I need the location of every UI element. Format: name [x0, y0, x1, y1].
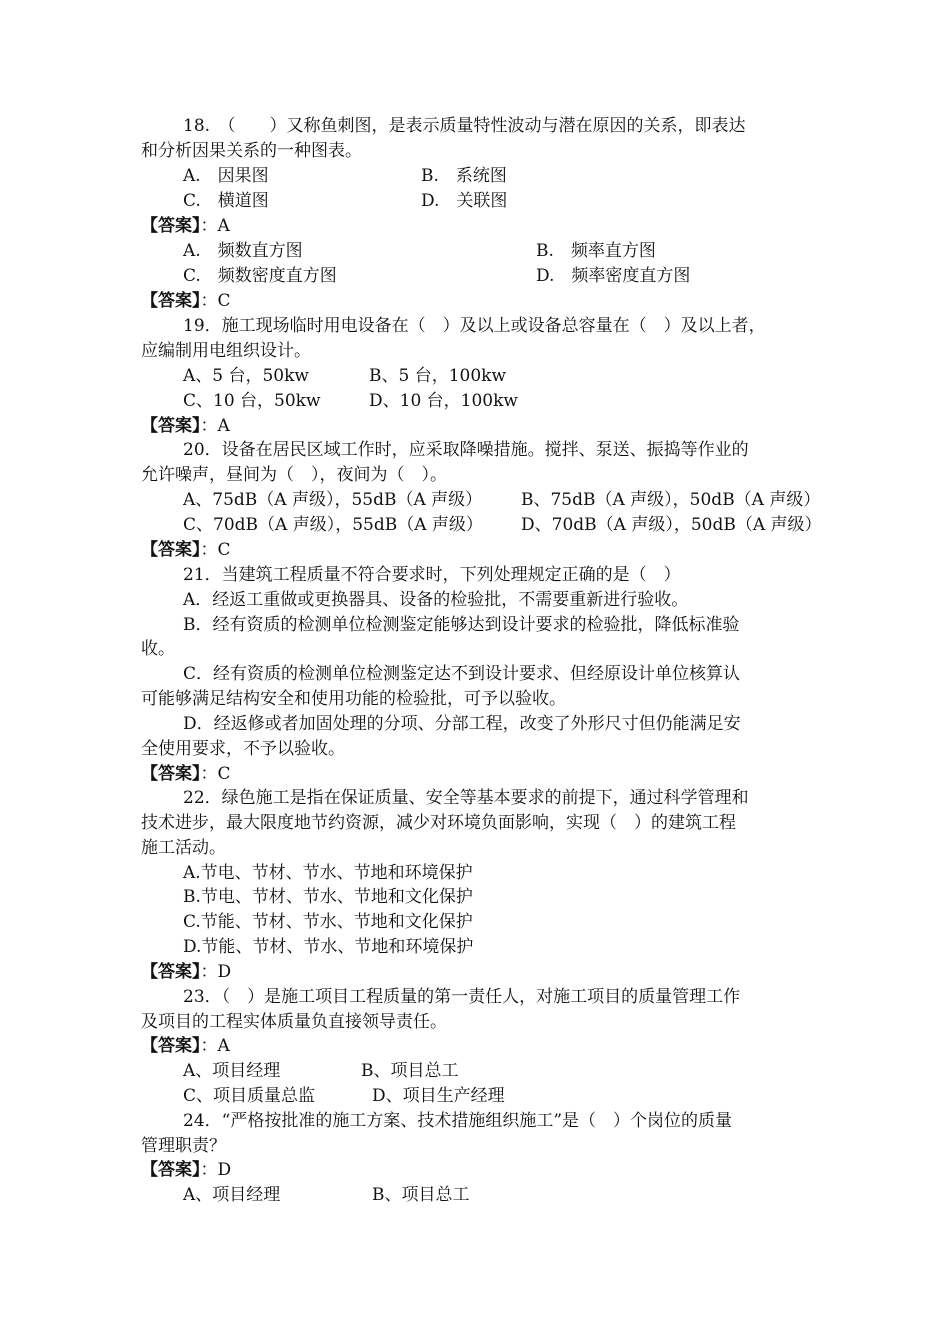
- question-24-option-b: B、项目总工: [372, 1185, 470, 1205]
- question-20-answer: [141, 538, 231, 562]
- question-21-option-a: A．经返工重做或更换器具、设备的检验批，不需要重新进行验收。: [183, 590, 689, 610]
- question-21-option-c-cont: 可能够满足结构安全和使用功能的检验批，可予以验收。: [141, 689, 566, 709]
- question-21-option-d: D．经返修或者加固处理的分项、分部工程，改变了外形尺寸但仍能满足安: [183, 714, 741, 734]
- question-21-option-c: C．经有资质的检测单位检测鉴定达不到设计要求、但经原设计单位核算认: [183, 664, 741, 684]
- answer-label: 【答案】: [141, 291, 201, 311]
- answer-label: 【答案】: [141, 416, 201, 436]
- question-19-stem: 19．施工现场临时用电设备在（ ）及以上或设备总容量在（ ）及以上者，: [183, 316, 766, 336]
- question-20-option-d: D、70dB（A 声级），50dB（A 声级）: [521, 515, 822, 535]
- question-24-option-a: A、项目经理: [183, 1185, 281, 1205]
- question-19-stem-cont: 应编制用电组织设计。: [141, 341, 311, 361]
- histogram-option-c: C. 频数密度直方图: [183, 266, 337, 286]
- answer-label: 【答案】: [141, 216, 201, 236]
- question-18-option-c: C. 横道图: [183, 191, 269, 211]
- question-23-option-a: A、项目经理: [183, 1061, 281, 1081]
- answer-label: 【答案】: [141, 764, 201, 784]
- answer-value: ：C: [200, 764, 231, 784]
- question-21-option-d-cont: 全使用要求，不予以验收。: [141, 739, 345, 759]
- question-21-stem: 21．当建筑工程质量不符合要求时，下列处理规定正确的是（ ）: [183, 565, 681, 585]
- question-19-option-a: A、5 台，50kw: [183, 366, 309, 386]
- question-18-stem-cont: 和分析因果关系的一种图表。: [141, 141, 362, 161]
- question-19-answer: [141, 414, 230, 438]
- answer-label: 【答案】: [141, 962, 201, 982]
- question-22-stem-cont-2: 施工活动。: [141, 838, 226, 858]
- question-20-stem: 20．设备在居民区域工作时，应采取降噪措施。搅拌、泵送、振捣等作业的: [183, 440, 749, 460]
- question-24-answer: [141, 1158, 231, 1182]
- question-18-option-a: A. 因果图: [183, 166, 269, 186]
- question-18-option-d: D. 关联图: [421, 191, 508, 211]
- answer-value: ：C: [200, 540, 231, 560]
- histogram-option-a: A. 频数直方图: [183, 241, 303, 261]
- question-22-stem: 22．绿色施工是指在保证质量、安全等基本要求的前提下，通过科学管理和: [183, 788, 749, 808]
- answer-label: 【答案】: [141, 1160, 201, 1180]
- histogram-option-b: B. 频率直方图: [536, 241, 656, 261]
- answer-value: ：D: [200, 1160, 232, 1180]
- question-19-option-b: B、5 台，100kw: [369, 366, 507, 386]
- answer-value: ：A: [200, 416, 230, 436]
- question-18-option-b: B. 系统图: [421, 166, 507, 186]
- question-24-stem-cont: 管理职责？: [141, 1136, 226, 1156]
- question-22-option-d: D.节能、节材、节水、节地和环境保护: [183, 937, 474, 957]
- answer-value: ：D: [200, 962, 232, 982]
- question-23-option-b: B、项目总工: [361, 1061, 459, 1081]
- question-19-option-c: C、10 台，50kw: [183, 391, 321, 411]
- question-20-option-a: A、75dB（A 声级），55dB（A 声级）: [183, 490, 483, 510]
- answer-label: 【答案】: [141, 540, 201, 560]
- question-23-stem: 23．（ ）是施工项目工程质量的第一责任人，对施工项目的质量管理工作: [183, 987, 741, 1007]
- question-20-stem-cont: 允许噪声，昼间为（ ），夜间为（ ）。: [141, 465, 447, 485]
- question-23-option-d: D、项目生产经理: [372, 1086, 505, 1106]
- question-24-stem: 24．“严格按批准的施工方案、技术措施组织施工”是（ ）个岗位的质量: [183, 1111, 733, 1131]
- answer-label: 【答案】: [141, 1036, 201, 1056]
- question-23-option-c: C、项目质量总监: [183, 1086, 316, 1106]
- question-22-option-b: B.节电、节材、节水、节地和文化保护: [183, 887, 473, 907]
- question-22-option-a: A.节电、节材、节水、节地和环境保护: [183, 863, 473, 883]
- question-22-option-c: C.节能、节材、节水、节地和文化保护: [183, 912, 473, 932]
- question-18-answer: [141, 214, 230, 238]
- answer-value: ：C: [200, 291, 231, 311]
- question-18-stem: 18. （ ）又称鱼刺图，是表示质量特性波动与潜在原因的关系，即表达: [183, 116, 746, 136]
- question-23-answer: [141, 1034, 230, 1058]
- question-22-stem-cont: 技术进步，最大限度地节约资源，减少对环境负面影响，实现（ ）的建筑工程: [141, 813, 736, 833]
- question-19-option-d: D、10 台，100kw: [369, 391, 518, 411]
- question-20-option-c: C、70dB（A 声级），55dB（A 声级）: [183, 515, 483, 535]
- question-20-option-b: B、75dB（A 声级），50dB（A 声级）: [521, 490, 821, 510]
- answer-value: ：A: [200, 1036, 230, 1056]
- question-21-option-b-cont: 收。: [141, 639, 175, 659]
- answer-value: ：A: [200, 216, 230, 236]
- question-22-answer: [141, 960, 231, 984]
- question-21-option-b: B．经有资质的检测单位检测鉴定能够达到设计要求的检验批，降低标准验: [183, 615, 740, 635]
- histogram-answer: [141, 289, 231, 313]
- question-21-answer: [141, 762, 231, 786]
- histogram-option-d: D. 频率密度直方图: [536, 266, 691, 286]
- question-23-stem-cont: 及项目的工程实体质量负直接领导责任。: [141, 1012, 447, 1032]
